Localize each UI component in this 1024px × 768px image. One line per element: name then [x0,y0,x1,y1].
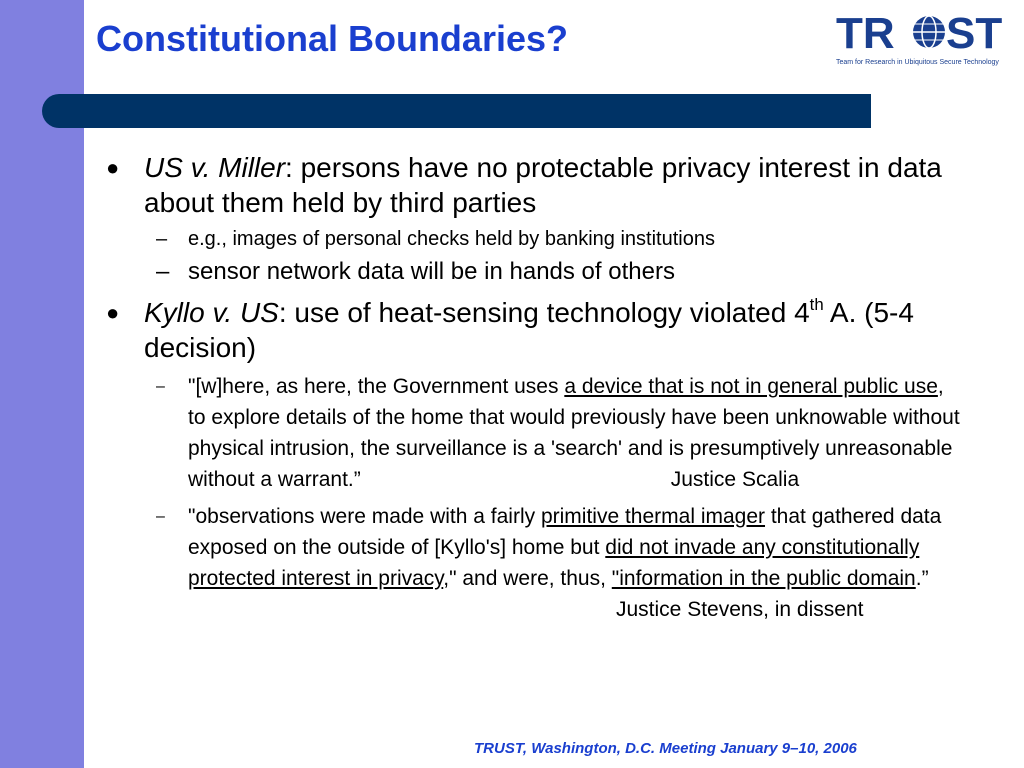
bullet-miller [100,150,960,220]
quote-scalia [100,371,960,495]
quote-underlined: "information in the public domain [611,567,916,590]
globe-icon [913,16,945,48]
dash-icon: – [156,378,165,395]
title-underline-bar [42,94,871,128]
bullet-dot-icon: ● [106,155,120,180]
sub-bullet-text: sensor network data will be in hands of others [188,258,675,285]
bullet-dot-icon: ● [106,300,120,325]
logo-text-left: TR [836,9,895,58]
slide-title: Constitutional Boundaries? [96,18,568,59]
quote-underlined: primitive thermal imager [540,505,766,528]
trust-logo [834,6,1014,72]
sub-bullet [100,224,960,255]
quote-underlined: a device that is not in general public use [564,375,938,398]
case-name: US v. Miller [144,152,286,183]
slide-content [100,150,960,625]
quote-text: , to explore details of the home that would previously have been unknowable without physical intrusion, the surveillance is a 'search' and is presumptively unreasonable without a warrant.” [188,375,960,491]
quote-attribution: Justice Stevens, in dissent [616,598,864,621]
logo-tagline: Team for Research in Ubiquitous Secure Technology [836,59,999,66]
sub-bullet [100,255,960,289]
quote-text: "[w]here, as here, the Government uses [188,375,565,398]
quote-text: .” [915,567,929,590]
dash-icon: – [156,508,165,525]
sub-bullet-text: e.g., images of personal checks held by banking institutions [188,228,715,250]
bullet-kyllo [100,295,960,365]
case-name: Kyllo v. US [144,297,279,328]
slide-footer: TRUST, Washington, D.C. Meeting January 9–10, 2006 [474,740,857,757]
quote-text: that gathered data exposed on the outside of [Kyllo's] home but [188,505,942,559]
quote-text: ," and were, thus, [443,567,612,590]
bullet-text: : persons have no protectable privacy interest in data about them held by third parties [144,152,942,218]
bullet-text: : use of heat-sensing technology violated 4 [278,297,810,328]
quote-stevens [100,501,960,625]
dash-icon: – [156,258,170,285]
bullet-text-cont: A. (5-4 decision) [144,297,914,363]
logo-text-right: ST [946,9,1003,58]
superscript: th [809,295,824,314]
dash-icon: – [156,228,168,250]
quote-text: "observations were made with a fairly [188,505,541,528]
quote-attribution: Justice Scalia [670,468,800,491]
quote-underlined: did not invade any constitutionally protected interest in privacy [188,536,920,590]
